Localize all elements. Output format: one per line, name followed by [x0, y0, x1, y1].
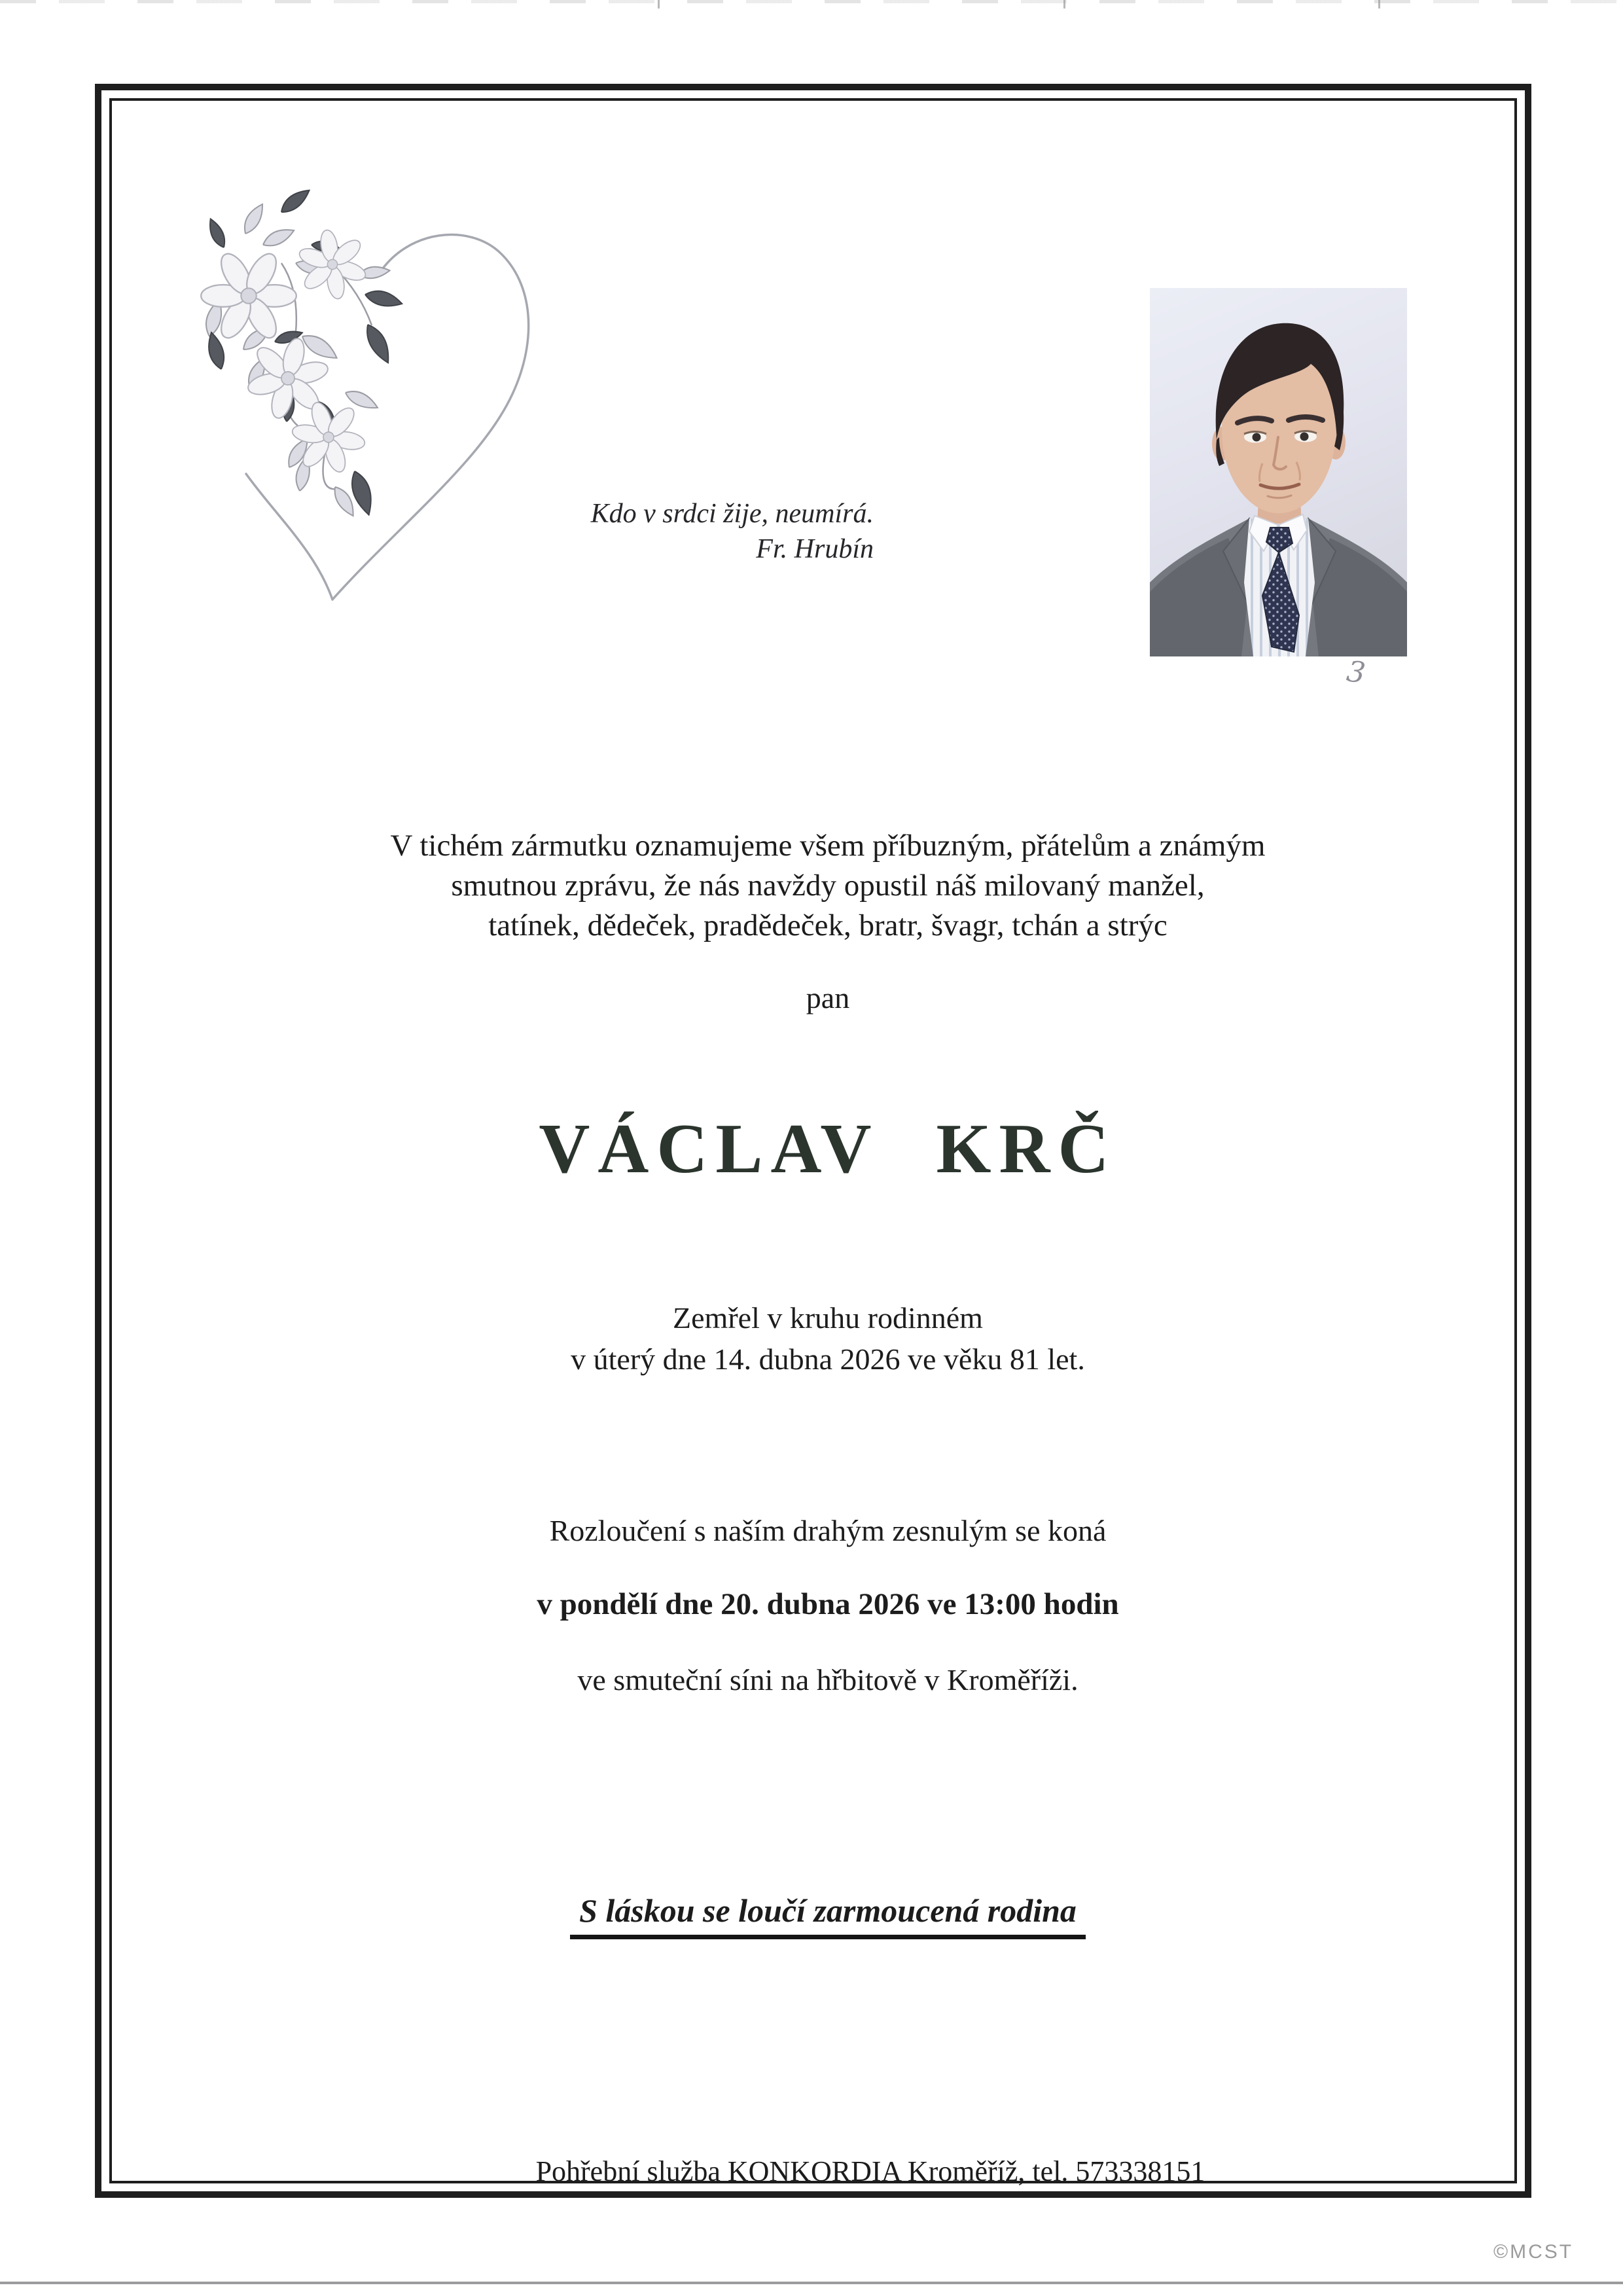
scan-artifact-tick: [1063, 0, 1065, 9]
funeral-service-footer: Pohřební služba KONKORDIA Kroměříž, tel. 573338151: [535, 2155, 1205, 2187]
farewell-line: [173, 1892, 1482, 1939]
scan-artifact-tick: [1378, 0, 1380, 9]
announcement-line: smutnou zprávu, že nás navždy opustil náš milovaný manžel,: [451, 869, 1205, 903]
watermark: ©MCST: [1493, 2241, 1574, 2263]
ceremony-intro: Rozloučení s naším drahým zesnulým se koná: [549, 1514, 1107, 1547]
ceremony-place: ve smuteční síni na hřbitově v Kroměříži.: [577, 1663, 1079, 1696]
scan-artifact-tick: [658, 0, 660, 9]
quote-line: Kdo v srdci žije, neumírá.: [590, 499, 874, 529]
memorial-quote: [445, 496, 874, 567]
announcement-line: tatínek, dědeček, pradědeček, bratr, švagr, tchán a strýc: [488, 908, 1168, 942]
quote-attribution: Fr. Hrubín: [756, 534, 874, 564]
salutation: pan: [806, 981, 850, 1014]
farewell-text: S láskou se loučí zarmoucená rodina: [570, 1892, 1086, 1939]
portrait-photo: [1150, 288, 1407, 656]
flower: [201, 221, 377, 479]
death-info-line: Zemřel v kruhu rodinném: [673, 1301, 983, 1335]
portrait-photo-image: [1150, 288, 1407, 656]
announcement-line: V tichém zármutku oznamujeme všem příbuzným, přátelům a známým: [390, 829, 1266, 863]
handwritten-corner-mark: 3: [1344, 655, 1368, 691]
deceased-name: VÁCLAV KRČ: [539, 1110, 1117, 1188]
death-info: [173, 1297, 1482, 1380]
announcement-paragraph: [173, 826, 1482, 946]
death-info-line: v úterý dne 14. dubna 2026 ve věku 81 let.: [571, 1342, 1085, 1376]
ceremony-datetime: v pondělí dne 20. dubna 2026 ve 13:00 hodin: [537, 1587, 1119, 1621]
scan-artifact-bottom-line: [0, 2282, 1623, 2284]
